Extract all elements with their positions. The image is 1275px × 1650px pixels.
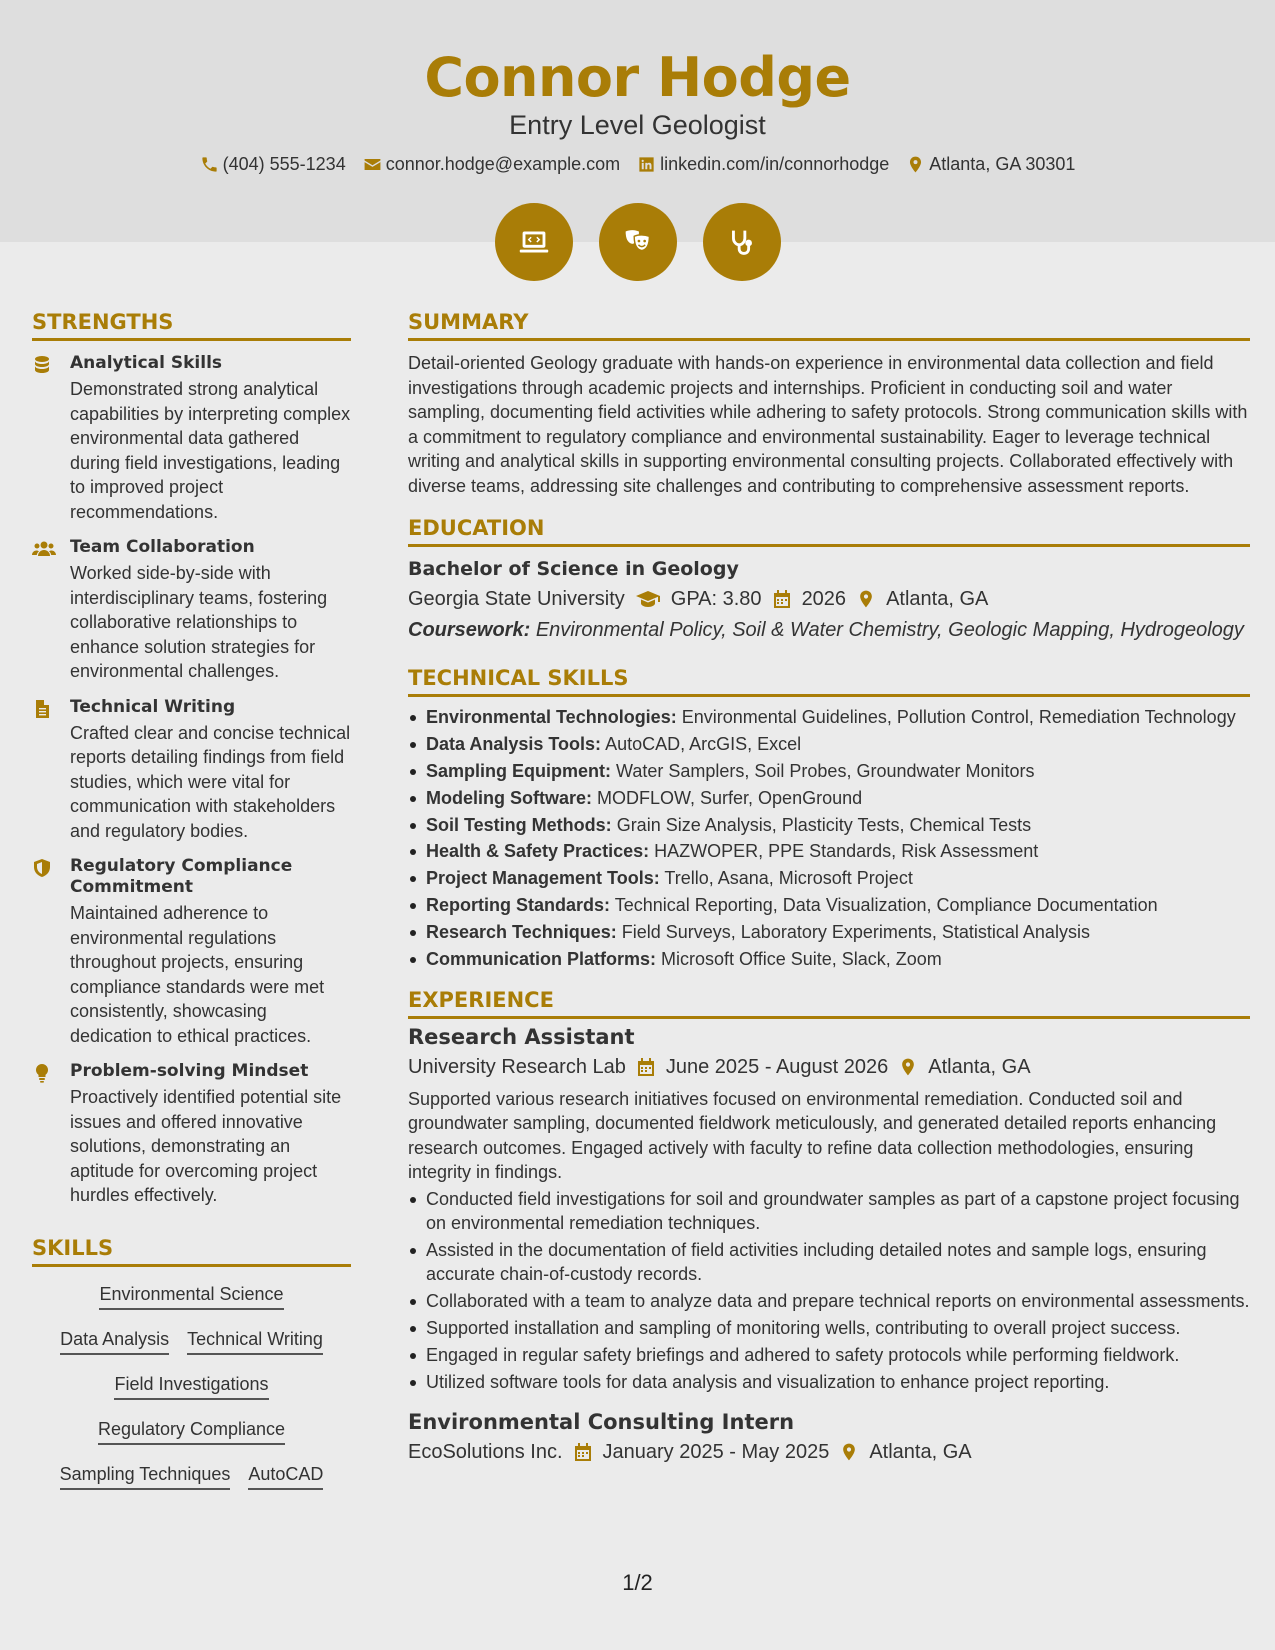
gpa: GPA: 3.80 <box>670 588 762 610</box>
list-item: Data Analysis Tools: AutoCAD, ArcGIS, Excel <box>408 732 1250 757</box>
education-heading: EDUCATION <box>408 514 1250 547</box>
list-item: Supported installation and sampling of monitoring wells, contributing to overall project success. <box>408 1316 1250 1341</box>
strength-desc: Crafted clear and concise technical reports detailing findings from field studies, which were vital for communication with stakeholders and regulatory bodies. <box>70 722 351 841</box>
experience-heading: EXPERIENCE <box>408 986 1250 1019</box>
list-item: Project Management Tools: Trello, Asana, Microsoft Project <box>408 866 1250 891</box>
skill-tag: Regulatory Compliance <box>98 1418 285 1445</box>
stethoscope-icon <box>703 203 781 281</box>
shield-icon <box>32 858 52 878</box>
phone-icon <box>200 155 219 174</box>
job-description: Supported various research initiatives focused on environmental remediation. Conducted soil and groundwater sampling, documented fieldwork meticulously, and generated detailed reports enhancing research outcomes. Engaged actively with faculty to refine data collection methodologies, ensuring integrity in findings. <box>408 1088 1217 1183</box>
skills-list <box>32 1279 351 1490</box>
location-pin-icon <box>898 1057 918 1077</box>
envelope-icon <box>363 155 382 174</box>
strength-desc: Demonstrated strong analytical capabilities by interpreting complex environmental data gathered during field investigations, leading to improved project recommendations. <box>70 379 351 522</box>
job-meta <box>408 1438 1250 1466</box>
location-pin-icon <box>906 155 925 174</box>
strength-title: Regulatory Compliance Commitment <box>70 856 293 897</box>
users-icon <box>32 539 56 559</box>
strengths-heading: STRENGTHS <box>32 308 351 341</box>
job-title: Research Assistant <box>408 1024 635 1049</box>
location-text: Atlanta, GA 30301 <box>929 153 1076 174</box>
strength-item <box>32 537 351 684</box>
calendar-icon <box>636 1057 656 1077</box>
contact-bar <box>0 151 1275 177</box>
coursework-label: Coursework: <box>408 619 531 641</box>
degree: Bachelor of Science in Geology <box>408 558 739 580</box>
job-dates: January 2025 - May 2025 <box>602 1441 830 1464</box>
calendar-icon <box>772 589 792 609</box>
list-item: Sampling Equipment: Water Samplers, Soil Probes, Groundwater Monitors <box>408 759 1250 784</box>
job-dates: June 2025 - August 2026 <box>665 1055 889 1078</box>
page-number: 1/2 <box>622 1570 653 1595</box>
summary-text: Detail-oriented Geology graduate with hands-on experience in environmental data collection and field investigations through academic projects and internships. Proficient in conducting soil and water sampling, documenting field activities while adhering to safety protocols. Strong communication skills with a commitment to regulatory compliance and environmental sustainability. Eager to leverage technical writing and analytical skills in supporting environmental consulting projects. Collaborated effectively with diverse teams, addressing site challenges and contributing to comprehensive assessment reports. <box>408 353 1248 496</box>
right-column <box>408 308 1250 1466</box>
company-name: EcoSolutions Inc. <box>408 1441 563 1464</box>
strength-desc: Proactively identified potential site issues and offered innovative solutions, demonstrating an aptitude for overcoming project hurdles effectively. <box>70 1087 342 1205</box>
skill-tag: AutoCAD <box>248 1463 323 1490</box>
job-title: Entry Level Geologist <box>509 110 766 140</box>
left-column <box>32 308 351 1490</box>
laptop-code-icon <box>495 203 573 281</box>
list-item: Assisted in the documentation of field activities including detailed notes and sample logs, ensuring accurate chain-of-custody records. <box>408 1238 1250 1287</box>
job-location: Atlanta, GA <box>869 1441 972 1464</box>
technical-skills-list <box>408 705 1250 972</box>
strength-item <box>32 353 351 524</box>
company-name: University Research Lab <box>408 1055 626 1078</box>
list-item: Environmental Technologies: Environmental Guidelines, Pollution Control, Remediation Technology <box>408 705 1250 730</box>
skill-tag: Sampling Techniques <box>60 1463 231 1490</box>
strength-item <box>32 697 351 844</box>
skill-tag: Technical Writing <box>187 1328 323 1355</box>
strength-item <box>32 856 351 1048</box>
list-item: Conducted field investigations for soil and groundwater samples as part of a capstone project focusing on environmental remediation techniques. <box>408 1187 1250 1236</box>
education-meta <box>408 585 1250 613</box>
linkedin-text: linkedin.com/in/connorhodge <box>660 153 890 174</box>
skill-tag: Field Investigations <box>114 1373 268 1400</box>
coursework <box>408 616 1250 644</box>
list-item: Modeling Software: MODFLOW, Surfer, OpenGround <box>408 786 1250 811</box>
list-item: Communication Platforms: Microsoft Office Suite, Slack, Zoom <box>408 947 1250 972</box>
contact-location <box>906 154 1075 175</box>
school-location: Atlanta, GA <box>886 588 989 610</box>
document-icon <box>32 699 52 719</box>
job-bullets <box>408 1187 1250 1395</box>
technical-skills-heading: TECHNICAL SKILLS <box>408 664 1250 697</box>
school-name: Georgia State University <box>408 588 625 610</box>
list-item: Health & Safety Practices: HAZWOPER, PPE Standards, Risk Assessment <box>408 839 1250 864</box>
database-icon <box>32 355 52 375</box>
calendar-icon <box>573 1442 593 1462</box>
candidate-name: Connor Hodge <box>424 46 851 109</box>
skill-tag: Data Analysis <box>60 1328 169 1355</box>
location-pin-icon <box>856 589 876 609</box>
strength-item <box>32 1061 351 1208</box>
list-item: Engaged in regular safety briefings and adhered to safety protocols while performing fieldwork. <box>408 1343 1250 1368</box>
contact-email[interactable] <box>363 154 620 175</box>
skills-heading: SKILLS <box>32 1234 351 1267</box>
job-location: Atlanta, GA <box>928 1055 1031 1078</box>
strength-desc: Maintained adherence to environmental regulations throughout projects, ensuring compliance standards were met consistently, showcasing dedication to ethical practices. <box>70 903 325 1046</box>
list-item: Research Techniques: Field Surveys, Laboratory Experiments, Statistical Analysis <box>408 920 1250 945</box>
hobby-icons <box>495 203 781 281</box>
phone-text: (404) 555-1234 <box>222 153 346 174</box>
job-meta <box>408 1053 1250 1081</box>
summary-heading: SUMMARY <box>408 308 1250 341</box>
linkedin-icon <box>637 155 656 174</box>
list-item: Utilized software tools for data analysis and visualization to enhance project reporting. <box>408 1370 1250 1395</box>
strength-title: Analytical Skills <box>70 353 223 373</box>
email-text: connor.hodge@example.com <box>385 153 621 174</box>
skill-tag: Environmental Science <box>99 1283 283 1310</box>
strength-title: Team Collaboration <box>70 537 255 557</box>
strength-title: Problem-solving Mindset <box>70 1061 309 1081</box>
job-title: Environmental Consulting Intern <box>408 1410 795 1435</box>
strength-desc: Worked side-by-side with interdisciplinary teams, fostering collaborative relationships to enhance solution strategies for environmental challenges. <box>70 563 328 681</box>
strength-title: Technical Writing <box>70 696 236 717</box>
graduation-cap-icon <box>635 589 661 609</box>
location-pin-icon <box>839 1442 859 1462</box>
lightbulb-icon <box>32 1063 52 1083</box>
theater-masks-icon <box>599 203 677 281</box>
coursework-list: Environmental Policy, Soil & Water Chemistry, Geologic Mapping, Hydrogeology <box>535 619 1244 641</box>
list-item: Collaborated with a team to analyze data and prepare technical reports on environmental assessments. <box>408 1289 1250 1314</box>
contact-phone[interactable] <box>200 154 346 175</box>
graduation-year: 2026 <box>801 588 847 610</box>
list-item: Soil Testing Methods: Grain Size Analysis, Plasticity Tests, Chemical Tests <box>408 813 1250 838</box>
contact-linkedin[interactable] <box>637 154 889 175</box>
list-item: Reporting Standards: Technical Reporting, Data Visualization, Compliance Documentation <box>408 893 1250 918</box>
